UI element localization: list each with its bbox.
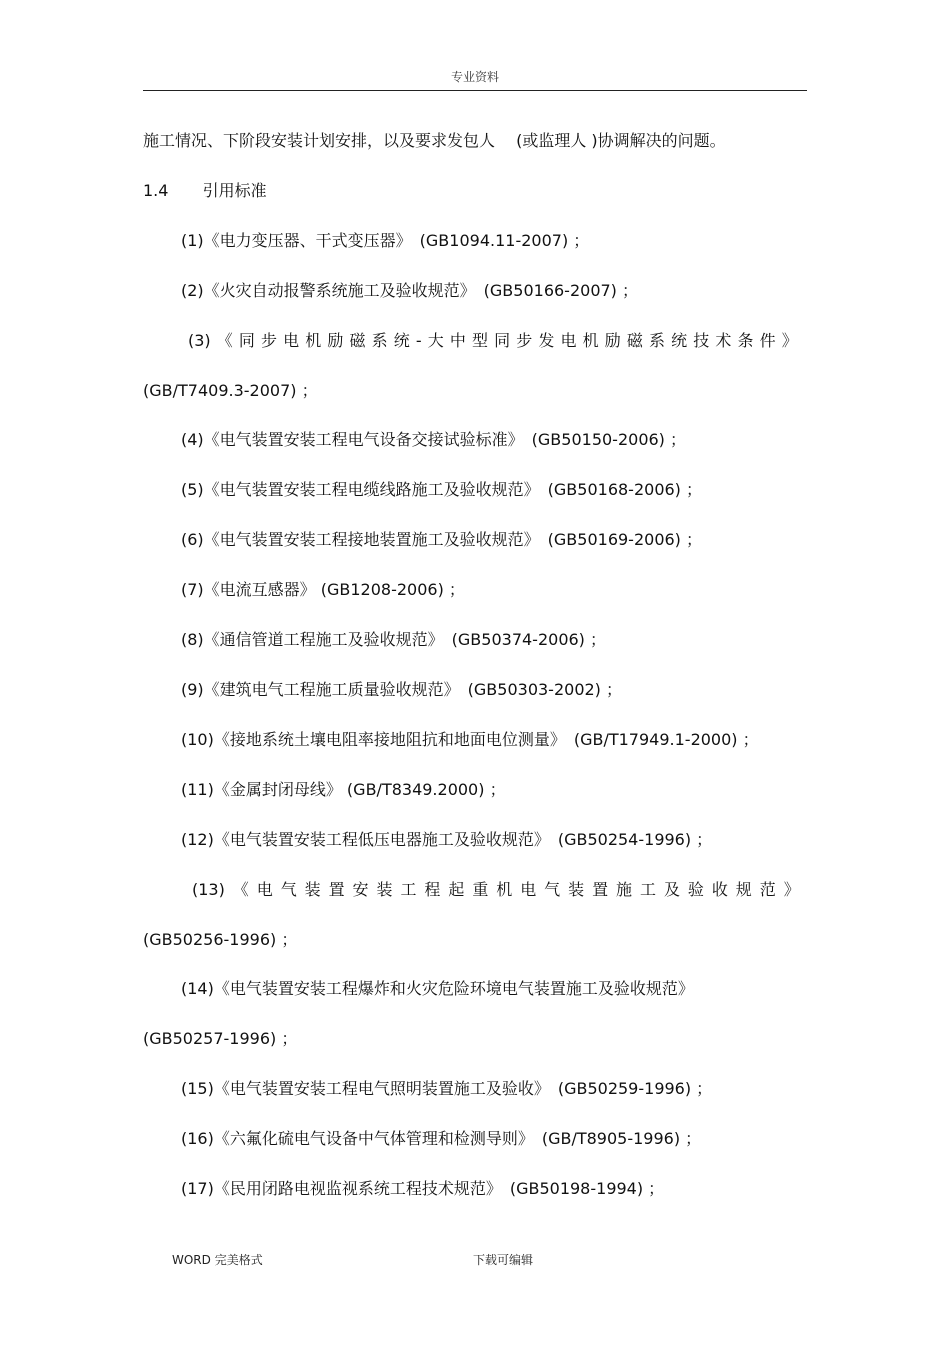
header-divider [143, 90, 807, 91]
section-number: 1.4 [143, 181, 169, 200]
reference-item-1: (1)《电力变压器、干式变压器》 (GB1094.11-2007) ； [181, 231, 590, 250]
justified-glyph: 气 [280, 880, 297, 899]
justified-glyph: 及 [663, 880, 680, 899]
reference-item-7: (7)《电流互感器》 (GB1208-2006) ； [181, 580, 465, 599]
justified-glyph: 验 [687, 880, 704, 899]
justified-glyph: 同 [494, 331, 511, 350]
justified-glyph: 条 [737, 331, 754, 350]
justified-glyph: 》 [781, 331, 798, 350]
justified-glyph: 统 [671, 331, 688, 350]
justified-glyph: 电 [560, 331, 577, 350]
justified-glyph: 励 [604, 331, 621, 350]
justified-glyph: 技 [693, 331, 710, 350]
footer-left-text: WORD 完美格式 [172, 1253, 263, 1267]
justified-glyph: 中 [449, 331, 466, 350]
justified-glyph: 装 [304, 880, 321, 899]
justified-glyph: 磁 [349, 331, 366, 350]
reference-item-2: (2)《火灾自动报警系统施工及验收规范》 (GB50166-2007) ； [181, 281, 639, 300]
page-header: 专业资料 [450, 70, 499, 84]
justified-glyph: 规 [735, 880, 752, 899]
justified-glyph: 《 [232, 880, 249, 899]
justified-glyph: 工 [639, 880, 656, 899]
justified-glyph: (13) [192, 880, 225, 899]
justified-glyph: 术 [715, 331, 732, 350]
justified-glyph: 安 [352, 880, 369, 899]
justified-glyph: 统 [393, 331, 410, 350]
reference-item-14: (14)《电气装置安装工程爆炸和火灾危险环境电气装置施工及验收规范》 [181, 979, 694, 998]
justified-glyph: 电 [256, 880, 273, 899]
reference-item-14-continuation: (GB50257-1996) ； [143, 1029, 298, 1048]
justified-glyph: (3) [188, 331, 211, 350]
justified-glyph: 发 [538, 331, 555, 350]
reference-item-9: (9)《建筑电气工程施工质量验收规范》 (GB50303-2002) ； [181, 680, 623, 699]
justified-glyph: 施 [616, 880, 633, 899]
justified-glyph: 重 [472, 880, 489, 899]
justified-glyph: 收 [711, 880, 728, 899]
reference-item-12: (12)《电气装置安装工程低压电器施工及验收规范》 (GB50254-1996) ； [181, 830, 713, 849]
reference-item-3-continuation: (GB/T7409.3-2007) ； [143, 381, 318, 400]
reference-item-16: (16)《六氟化硫电气设备中气体管理和检测导则》 (GB/T8905-1996) ； [181, 1129, 702, 1148]
reference-item-15: (15)《电气装置安装工程电气照明装置施工及验收》 (GB50259-1996) ； [181, 1079, 713, 1098]
justified-glyph: 装 [376, 880, 393, 899]
justified-glyph: 机 [305, 331, 322, 350]
justified-glyph: 机 [582, 331, 599, 350]
justified-glyph: 同 [238, 331, 255, 350]
justified-glyph: 励 [327, 331, 344, 350]
justified-glyph: 步 [516, 331, 533, 350]
justified-glyph: 装 [568, 880, 585, 899]
justified-glyph: 电 [283, 331, 300, 350]
reference-item-3 [188, 331, 798, 351]
reference-item-5: (5)《电气装置安装工程电缆线路施工及验收规范》 (GB50168-2006) ； [181, 480, 703, 499]
justified-glyph: 系 [371, 331, 388, 350]
justified-glyph: 步 [261, 331, 278, 350]
justified-glyph: 系 [649, 331, 666, 350]
justified-glyph: 电 [520, 880, 537, 899]
reference-item-8: (8)《通信管道工程施工及验收规范》 (GB50374-2006) ； [181, 630, 607, 649]
reference-item-13-continuation: (GB50256-1996) ； [143, 930, 298, 949]
reference-item-17: (17)《民用闭路电视监视系统工程技术规范》 (GB50198-1994) ； [181, 1179, 665, 1198]
justified-glyph: 置 [328, 880, 345, 899]
justified-glyph: 气 [544, 880, 561, 899]
section-heading [143, 181, 267, 201]
justified-glyph: 》 [783, 880, 800, 899]
justified-glyph: 《 [216, 331, 233, 350]
reference-item-6: (6)《电气装置安装工程接地装置施工及验收规范》 (GB50169-2006) ； [181, 530, 703, 549]
justified-glyph: - [415, 331, 422, 350]
justified-glyph: 机 [496, 880, 513, 899]
justified-glyph: 程 [424, 880, 441, 899]
section-title: 引用标准 [202, 181, 267, 200]
justified-glyph: 磁 [626, 331, 643, 350]
justified-glyph: 置 [592, 880, 609, 899]
reference-item-13 [192, 880, 800, 900]
justified-glyph: 型 [472, 331, 489, 350]
reference-item-11: (11)《金属封闭母线》 (GB/T8349.2000) ； [181, 780, 506, 799]
justified-glyph: 工 [400, 880, 417, 899]
justified-glyph: 起 [448, 880, 465, 899]
justified-glyph: 范 [759, 880, 776, 899]
justified-glyph: 大 [427, 331, 444, 350]
reference-item-4: (4)《电气装置安装工程电气设备交接试验标准》 (GB50150-2006) ； [181, 430, 687, 449]
reference-item-10: (10)《接地系统土壤电阻率接地阻抗和地面电位测量》 (GB/T17949.1-2000) ； [181, 730, 759, 749]
justified-glyph: 件 [759, 331, 776, 350]
intro-paragraph: 施工情况、下阶段安装计划安排，以及要求发包人 (或监理人 )协调解决的问题。 [143, 131, 726, 150]
footer-right-text: 下载可编辑 [473, 1253, 534, 1267]
